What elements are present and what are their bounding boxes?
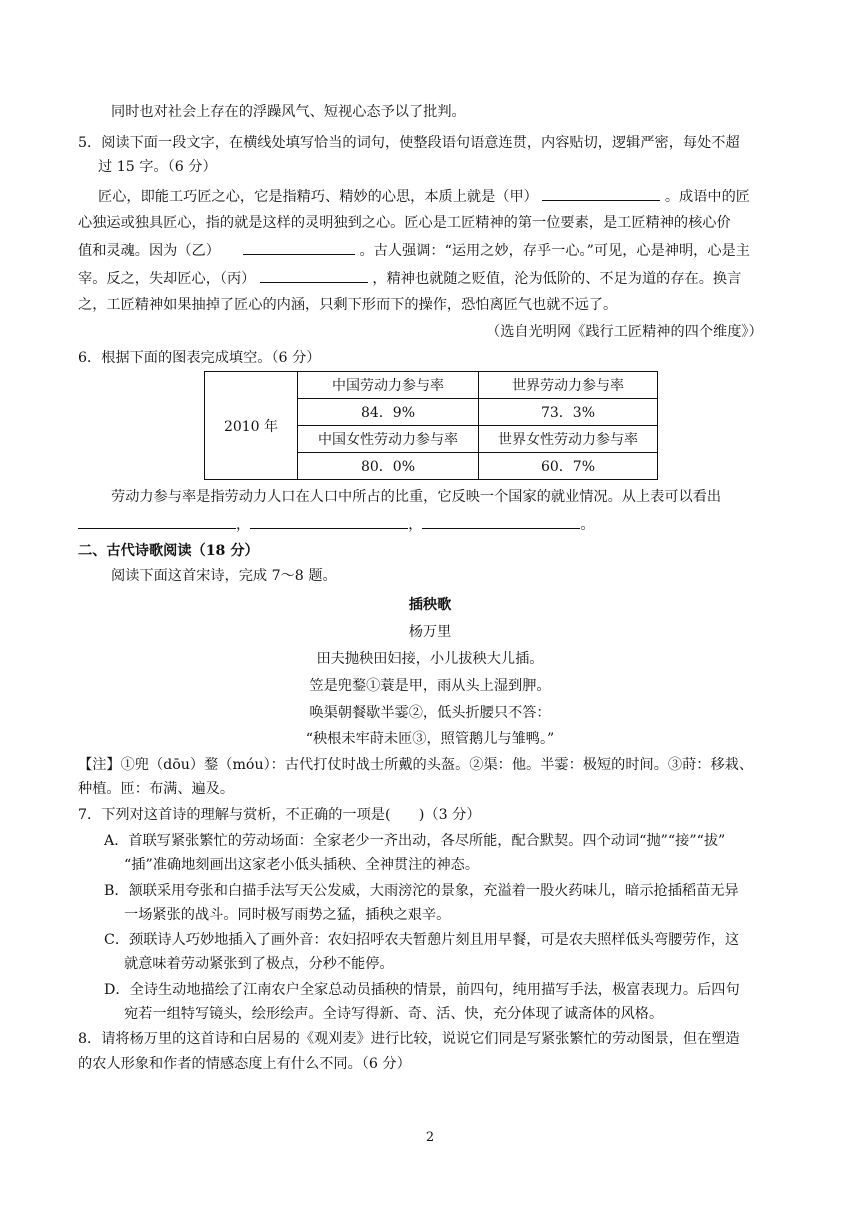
table-cell: 60．7%: [479, 453, 658, 480]
section-2-intro: 阅读下面这首宋诗，完成 7～8 题。: [111, 568, 337, 584]
question-8-prompt: 8．请将杨万里的这首诗和白居易的《观刈麦》进行比较，说说它们同是写紧张繁忙的劳动图景，但在塑造: [78, 1031, 740, 1047]
answer-blank-1[interactable]: [78, 514, 236, 529]
passage-text: 匠心，即能工巧匠之心，它是指精巧、精妙的心思，本质上就是（甲）: [98, 189, 538, 205]
poem-line: 笠是兜鍪①蓑是甲，雨从头上湿到胛。: [309, 678, 551, 694]
option-c-cont: 就意味着劳动紧张到了极点，分秒不能停。: [124, 956, 394, 972]
table-header: 世界劳动力参与率: [479, 372, 658, 399]
poem-note: 种植。匝：布满、遍及。: [78, 781, 235, 797]
passage-line: [98, 186, 750, 207]
question-8-prompt-cont: 的农人形象和作者的情感态度上有什么不同。（6 分）: [78, 1056, 411, 1072]
answer-blank-yi[interactable]: [243, 240, 355, 255]
question-5-prompt: 5．阅读下面一段文字，在横线处填写恰当的词句，使整段语句语意连贯，内容贴切，逻辑严密，每处不超: [78, 135, 740, 151]
question-7-prompt: 7．下列对这首诗的理解与赏析，不正确的一项是( )（3 分）: [78, 807, 481, 823]
question-6-description: 劳动力参与率是指劳动力人口在人口中所占的比重，它反映一个国家的就业情况。从上表可以看出: [111, 489, 722, 505]
poem-title: 插秧歌: [408, 597, 452, 613]
option-d-cont: 宛若一组特写镜头，绘形绘声。全诗写得新、奇、活、快，充分体现了诚斋体的风格。: [124, 1006, 664, 1022]
passage-text: 。成语中的匠: [664, 189, 750, 205]
poem-author: 杨万里: [408, 624, 452, 640]
passage-text: ，精神也就随之贬值，沦为低阶的、不足为道的存在。换言: [372, 271, 742, 287]
table-header: 世界女性劳动力参与率: [479, 426, 658, 453]
answer-blank-bing[interactable]: [260, 268, 368, 283]
text-line: 同时也对社会上存在的浮躁风气、短视心态予以了批判。: [111, 104, 466, 120]
option-a[interactable]: A．首联写紧张繁忙的劳动场面：全家老少一齐出动，各尽所能，配合默契。四个动词“抛”“接”“拔”: [104, 833, 726, 849]
poem-line: 田夫抛秧田妇接，小儿拔秧大儿插。: [316, 651, 544, 667]
passage-text: 。古人强调：“运用之妙，存乎一心。”可见，心是神明，心是主: [359, 243, 750, 259]
page-number: 2: [425, 1130, 435, 1145]
poem-note: 【注】①兜（dōu）鍪（móu）：古代打仗时战士所戴的头盔。②渠：他。半霎：极短的时间。③莳：移栽、: [78, 757, 754, 773]
option-a-cont: “插”准确地刻画出这家老小低头插秧、全神贯注的神态。: [124, 857, 480, 873]
option-b-cont: 一场紧张的战斗。同时极写雨势之猛，插秧之艰辛。: [124, 907, 451, 923]
passage-text: 宰。反之，失却匠心，（丙）: [78, 271, 256, 287]
poem-line: “秧根未牢莳未匝③，照管鹅儿与雏鸭。”: [305, 731, 555, 747]
answer-blank-jia[interactable]: [542, 186, 660, 201]
table-cell: 84．9%: [298, 399, 479, 426]
labor-participation-table: [204, 371, 658, 480]
table-header: 中国劳动力参与率: [298, 372, 479, 399]
answer-blank-3[interactable]: [422, 514, 580, 529]
question-5-score: 过 15 字。（6 分）: [98, 159, 217, 175]
passage-source: （选自光明网《践行工匠精神的四个维度》）: [486, 324, 763, 340]
question-6-answer-line: [78, 514, 595, 535]
passage-line: 心独运或独具匠心，指的就是这样的灵明独到之心。匠心是工匠精神的第一位要素，是工匠精神的核心价: [78, 215, 731, 231]
section-2-heading: 二、古代诗歌阅读（18 分）: [78, 543, 259, 559]
comma: ，: [408, 517, 423, 533]
comma: ，: [236, 517, 251, 533]
answer-blank-2[interactable]: [250, 514, 408, 529]
passage-line: [78, 268, 741, 289]
passage-line: 之，工匠精神如果抽掉了匠心的内涵，只剩下形而下的操作，恐怕离匠气也就不远了。: [78, 297, 618, 313]
table-cell: 80．0%: [298, 453, 479, 480]
option-c[interactable]: C．颈联诗人巧妙地插入了画外音：农妇招呼农夫暂憩片刻且用早餐，可是农夫照样低头弯腰劳作，这: [104, 932, 740, 948]
question-6-prompt: 6．根据下面的图表完成填空。（6 分）: [78, 350, 321, 366]
passage-line: [78, 240, 750, 261]
period: 。: [580, 517, 595, 533]
option-d[interactable]: D．全诗生动地描绘了江南农户全家总动员插秧的情景，前四句，纯用描写手法，极富表现力。后四句: [104, 982, 740, 998]
poem-line: 唤渠朝餐歇半霎②，低头折腰只不答：: [309, 705, 551, 721]
passage-text: 值和灵魂。因为（乙）: [78, 243, 220, 259]
table-cell: 73．3%: [479, 399, 658, 426]
table-header: 中国女性劳动力参与率: [298, 426, 479, 453]
table-row-label: 2010 年: [205, 372, 298, 480]
option-b[interactable]: B．颔联采用夸张和白描手法写天公发威，大雨滂沱的景象，充溢着一股火药味儿，暗示抢插稻苗无异: [104, 883, 739, 899]
